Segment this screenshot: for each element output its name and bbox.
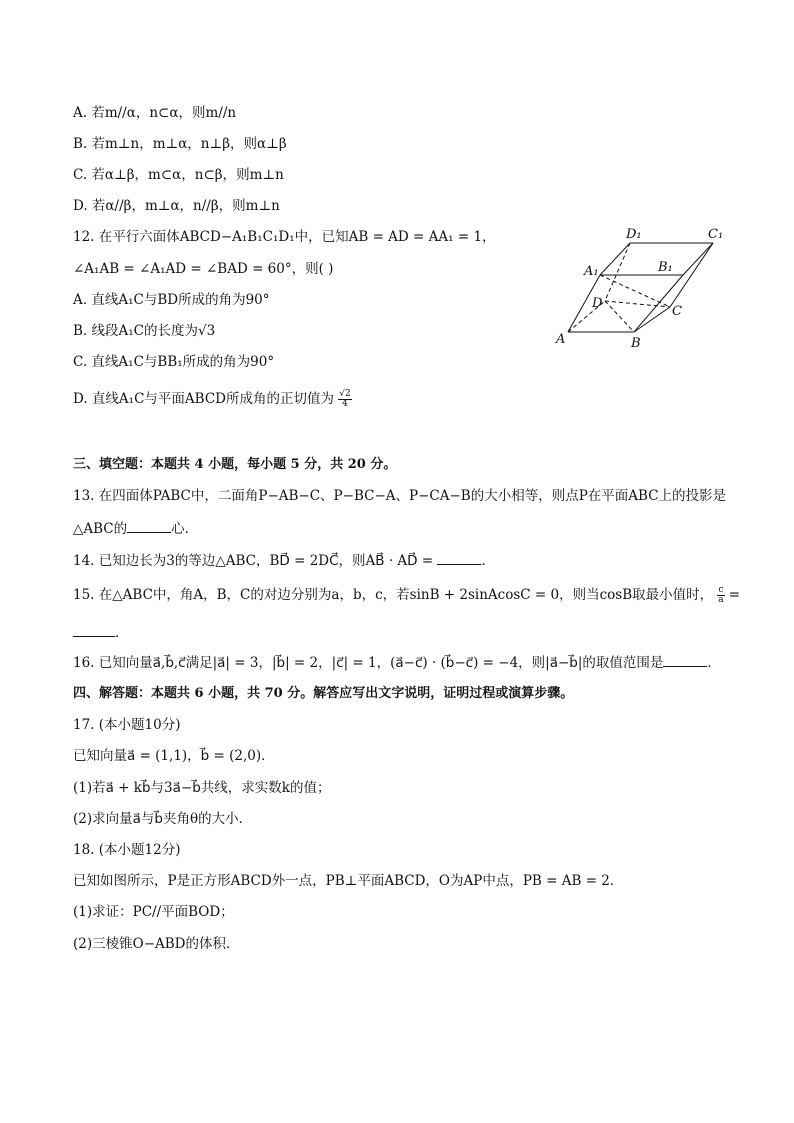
q15-text: 15. 在△ABC中，角A，B，C的对边分别为a，b，c，若sinB + 2sinAcosC = 0，则当cosB取最小值时， <box>73 587 714 603</box>
answer-blank <box>73 622 115 637</box>
q12-stem-2: ∠A₁AB = ∠A₁AD = ∠BAD = 60°，则( ) <box>73 261 334 277</box>
label-a: A <box>556 332 566 347</box>
fraction-numerator: c <box>718 585 724 595</box>
label-c: C <box>672 304 682 319</box>
fraction-denominator: 4 <box>342 399 348 409</box>
q18-part-2: (2)三棱锥O−ABD的体积． <box>73 936 240 952</box>
q17-given: 已知向量a⃗ = (1,1)，b⃗ = (2,0)． <box>73 748 275 764</box>
q14-post: ． <box>481 553 495 569</box>
q15 <box>73 585 740 605</box>
q13-line-1: 13. 在四面体PABC中，二面角P−AB−C、P−BC−A、P−CA−B的大小相等，则点P在平面ABC上的投影是 <box>73 488 727 504</box>
section-3-heading: 三、填空题：本题共 4 小题，每小题 5 分，共 20 分。 <box>73 457 397 472</box>
q12-option-d <box>73 389 352 409</box>
q15-post: ． <box>115 625 129 641</box>
q16-post: ． <box>707 655 721 671</box>
q13-line-2-post: 心． <box>171 521 199 537</box>
q12-option-c: C. 直线A₁C与BB₁所成的角为90° <box>73 354 275 370</box>
label-d1: D₁ <box>626 227 642 242</box>
option-d: D. 若α//β，m⊥α，n//β，则m⊥n <box>73 198 280 214</box>
q18-part-1: (1)求证：PC//平面BOD； <box>73 904 234 920</box>
q12-option-d-fraction <box>338 390 351 409</box>
q15-equals: = <box>724 587 741 603</box>
label-b: B <box>631 336 641 351</box>
q16-text: 16. 已知向量a⃗,b⃗,c⃗满足|a⃗| = 3，|b⃗| = 2，|c⃗| = 1，(a⃗−c⃗) · (b⃗−c⃗) = −4，则|a⃗−b⃗|的取值范围是 <box>73 655 664 671</box>
q12-option-b: B. 线段A₁C的长度为√3 <box>73 323 216 339</box>
option-b: B. 若m⊥n，m⊥α，n⊥β，则α⊥β <box>73 136 287 152</box>
label-b1: B₁ <box>658 260 673 275</box>
parallelepiped-figure <box>548 225 728 355</box>
q15-fraction <box>717 586 724 605</box>
q12-option-d-text: D. 直线A₁C与平面ABCD所成角的正切值为 <box>73 391 334 407</box>
fraction-numerator: √2 <box>339 389 351 399</box>
q16 <box>73 652 721 673</box>
q18-given: 已知如图所示，P是正方形ABCD外一点，PB⊥平面ABCD，O为AP中点，PB = AB = 2． <box>73 873 624 889</box>
q18-title: 18. (本小题12分) <box>73 842 181 858</box>
answer-blank <box>437 550 481 565</box>
q17-part-2: (2)求向量a⃗与b⃗夹角θ的大小． <box>73 811 253 827</box>
label-d: D <box>592 296 603 311</box>
label-c1: C₁ <box>708 227 724 242</box>
label-a1: A₁ <box>584 264 599 279</box>
option-c: C. 若α⊥β，m⊂α，n⊂β，则m⊥n <box>73 167 284 183</box>
fraction-denominator: a <box>718 595 724 605</box>
q12-option-a: A. 直线A₁C与BD所成的角为90° <box>73 292 270 308</box>
section-4-heading: 四、解答题：本题共 6 小题，共 70 分。解答应写出文字说明，证明过程或演算步骤。 <box>73 686 574 701</box>
q14 <box>73 550 495 571</box>
answer-blank <box>127 518 171 533</box>
option-a: A. 若m//α，n⊂α，则m//n <box>73 105 237 121</box>
q13-line-2 <box>73 518 198 539</box>
q13-line-2-pre: △ABC的 <box>73 521 128 537</box>
q15-answer-line <box>73 622 129 643</box>
answer-blank <box>663 652 707 667</box>
q12-stem-1: 12. 在平行六面体ABCD−A₁B₁C₁D₁中，已知AB = AD = AA₁ = 1， <box>73 229 496 245</box>
q14-text: 14. 已知边长为3的等边△ABC，BD⃗ = 2DC⃗，则AB⃗ · AD⃗ = <box>73 553 438 569</box>
q17-title: 17. (本小题10分) <box>73 717 181 733</box>
q17-part-1: (1)若a⃗ + kb⃗与3a⃗−b⃗共线，求实数k的值； <box>73 780 331 796</box>
